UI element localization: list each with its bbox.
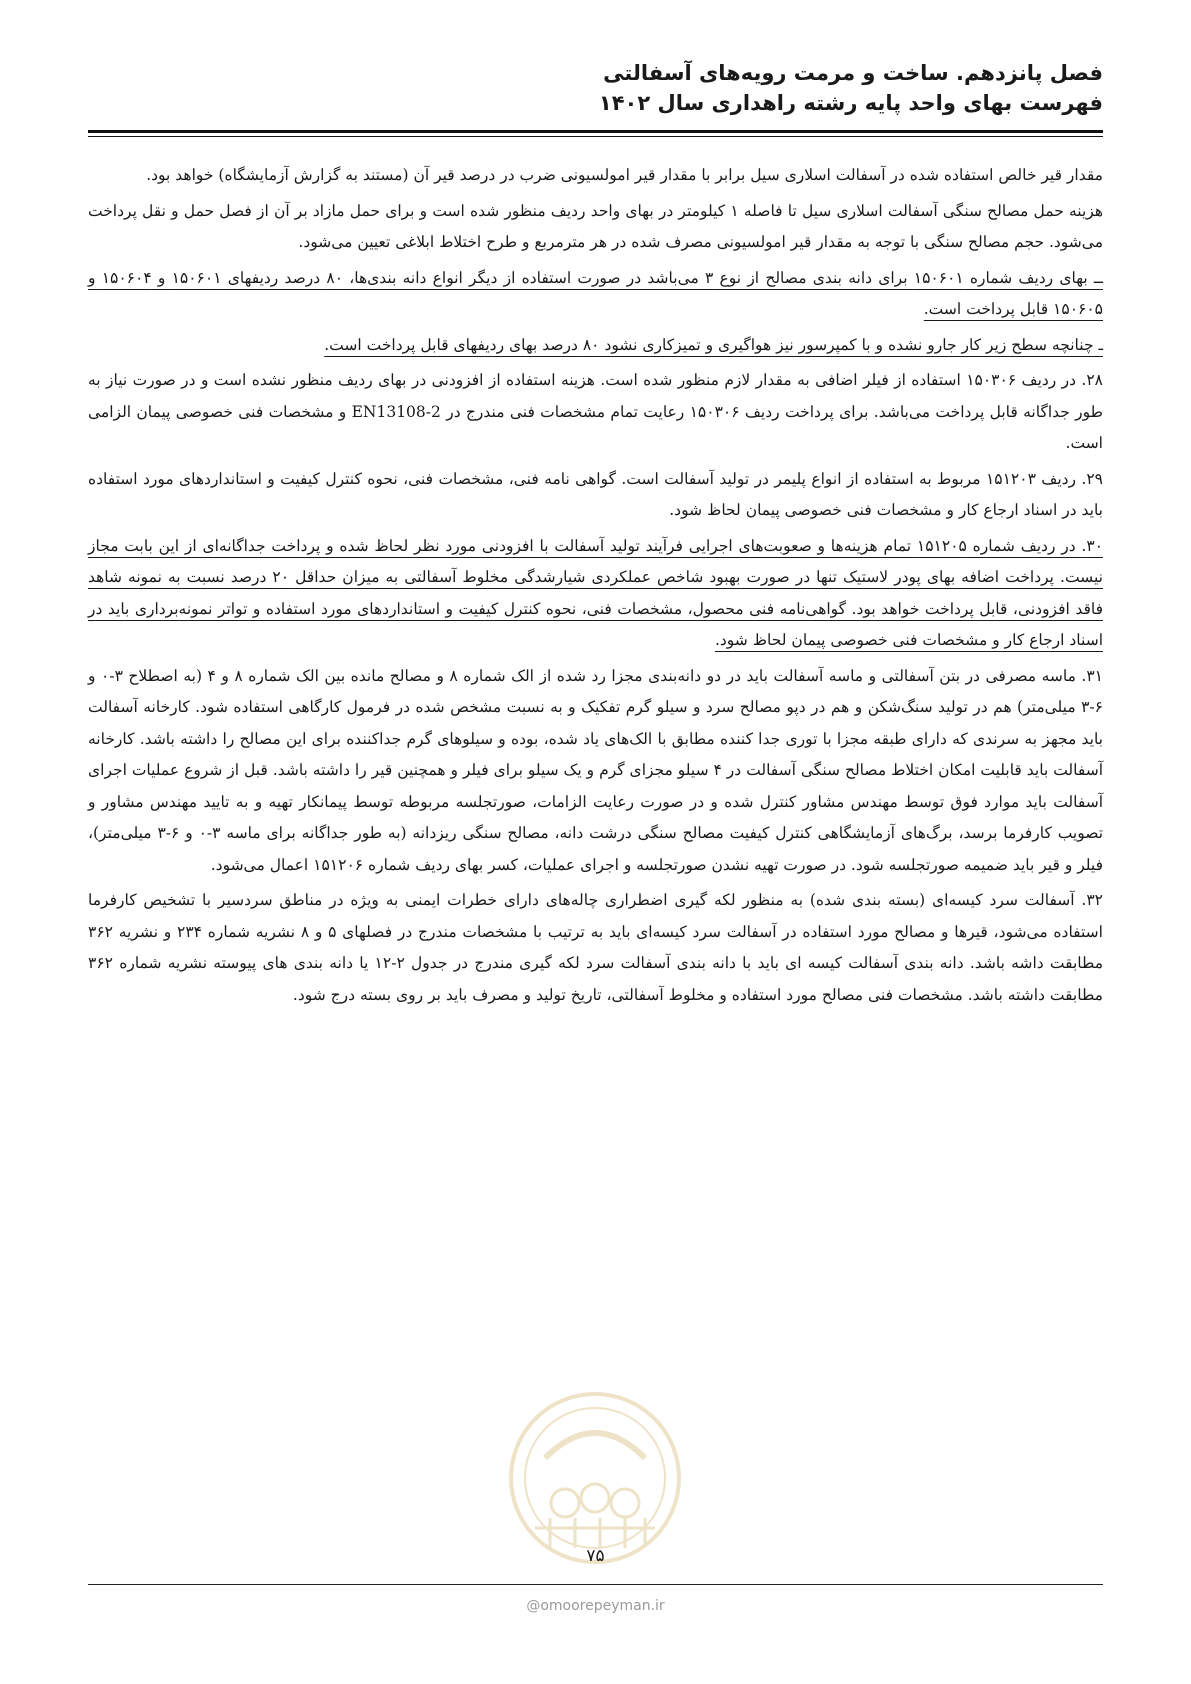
paragraph-gradation-note: ــ بهای ردیف شماره ۱۵۰۶۰۱ برای دانه بندی مصالح از نوع ۳ می‌باشد در صورت استفاده از دیگر انواع دانه بندی‌ها، ۸۰ درصد ردیفهای ۱۵۰۶۰۱ و ۱۵۰۶۰۴ و ۱۵۰۶۰۵ قابل پرداخت است. xyxy=(88,268,1103,318)
paragraph-surface-cleaning-note: ـ چنانچه سطح زیر کار جارو نشده و با کمپرسور نیز هواگیری و تمیزکاری نشود ۸۰ درصد بهای ردیفهای قابل پرداخت است. xyxy=(324,335,1103,354)
footer-rule xyxy=(88,1584,1103,1585)
paragraph-bitumen-quantity: مقدار قیر خالص استفاده شده در آسفالت اسلاری سیل برابر با مقدار قیر امولسیونی ضرب در درصد قیر آن (مستند به گزارش آزمایشگاه) خواهد بود. xyxy=(146,166,1103,184)
paragraph-item-32: ۳۲. آسفالت سرد کیسه‌ای (بسته بندی شده) به منظور لکه گیری اضطراری چاله‌های دارای خطرات ایمنی به ویژه در مناطق سردسیر با تشخیص کارفرما استفاده می‌شود، قیرها و مصالح مورد استفاده در آسفالت سرد کیسه‌ای باید به ترتیب با مشخصات مندرج در فصلهای ۵ و ۸ نشریه شماره ۲۳۴ و نشریه ۳۶۲ مطابقت داشه باشد. دانه بندی آسفالت کیسه ای باید با دانه بندی آسفالت سرد لکه گیری مندرج در جدول ۲-۱۲ یا دانه بندی های پیوسته نشریه شماره ۳۶۲ مطابقت داشته باشد. مشخصات فنی مصالح مورد استفاده و مخلوط آسفالتی، تاریخ تولید و مصرف باید بر روی بسته درج شود. xyxy=(88,891,1103,1004)
paragraph-aggregate-haulage: هزینه حمل مصالح سنگی آسفالت اسلاری سیل تا فاصله ۱ کیلومتر در بهای واحد ردیف منظور شده است و برای حمل مازاد بر آن از فصل حمل و نقل پرداخت می‌شود. حجم مصالح سنگی با توجه به مقدار قیر امولسیونی مصرف شده در هر مترمربع و طرح اختلاط ابلاغی تعیین می‌شود. xyxy=(88,201,1104,251)
page-header xyxy=(88,58,1103,118)
chapter-title: فصل پانزدهم. ساخت و مرمت رویه‌های آسفالتی xyxy=(603,61,1103,85)
watermark-seal-icon xyxy=(505,1388,685,1568)
paragraph-item-31: ۳۱. ماسه مصرفی در بتن آسفالتی و ماسه آسفالت باید در دو دانه‌بندی مجزا رد شده از الک شماره ۸ و مصالح مانده بین الک شماره ۸ و ۴ (به اصطلاح ۳-۰ و ۶-۳ میلی‌متر) هم در تولید سنگ‌شکن و هم در دپو مصالح سرد و سیلو گرم تفکیک و به نسبت مشخص شده در فرمول کارگاهی استفاده شود. کارخانه آسفالت باید مجهز به سرندی که دارای طبقه مجزا با توری جدا کننده مطابق با الک‌های یاد شده، بوده و سیلوهای گرم جداکننده برای این مصالح را داشته باشد. کارخانه آسفالت باید قابلیت امکان اختلاط مصالح سنگی آسفالت در ۴ سیلو مجزای گرم و یک سیلو برای فیلر و همچنین قیر را داشته باشد. قبل از شروع عملیات اجرای آسفالت باید موارد فوق توسط مهندس مشاور کنترل شده و در صورت رعایت الزامات، صورتجلسه مربوطه توسط پیمانکار تهیه و به تایید مهندس مشاور و تصویب کارفرما برسد، برگ‌های آزمایشگاهی کنترل کیفیت مصالح سنگی درشت دانه، مصالح سنگی ریزدانه (به طور جداگانه برای ماسه ۳-۰ و ۶-۳ میلی‌متر)، فیلر و قیر باید ضمیمه صورتجلسه شود. در صورت تهیه نشدن صورتجلسه و اجرای عملیات، کسر بهای ردیف شماره ۱۵۱۲۰۶ اعمال می‌شود. xyxy=(88,666,1104,874)
price-list-subtitle: فهرست بهای واحد پایه رشته راهداری سال ۱۴۰۲ xyxy=(598,91,1103,115)
paragraph-item-28: ۲۸. در ردیف ۱۵۰۳۰۶ استفاده از فیلر اضافی به مقدار لازم منظور شده است. هزینه استفاده از افزودنی در بهای ردیف منظور نشده است و در صورت نیاز به طور جداگانه قابل پرداخت می‌باشد. برای پرداخت ردیف ۱۵۰۳۰۶ رعایت تمام مشخصات فنی مندرج در EN13108-2 و مشخصات فنی خصوصی پیمان الزامی است. xyxy=(88,371,1103,452)
paragraph-item-29: ۲۹. ردیف ۱۵۱۲۰۳ مربوط به استفاده از انواع پلیمر در تولید آسفالت است. گواهی نامه فنی، مشخصات فنی، نحوه کنترل کیفیت و استانداردهای مورد استفاده باید در اسناد ارجاع کار و مشخصات فنی خصوصی پیمان لحاظ شود. xyxy=(88,469,1104,519)
page-number: ۷۵ xyxy=(586,1546,605,1566)
paragraph-item-30: ۳۰. در ردیف شماره ۱۵۱۲۰۵ تمام هزینه‌ها و صعوبت‌های اجرایی فرآیند تولید آسفالت با افزودنی مورد نظر لحاظ شده و پرداخت جداگانه‌ای از این بابت مجاز نیست. پرداخت اضافه بهای پودر لاستیک تنها در صورت بهبود شاخص عملکردی شیارشدگی مخلوط آسفالتی به میزان حداقل ۲۰ درصد نسبت به نمونه شاهد فاقد افزودنی، قابل پرداخت خواهد بود. گواهی‌نامه فنی محصول، مشخصات فنی، نحوه کنترل کیفیت و استانداردهای مورد استفاده و تواتر نمونه‌برداری باید در اسناد ارجاع کار و مشخصات فنی خصوصی پیمان لحاظ شود. xyxy=(88,536,1103,649)
header-rule-thick xyxy=(88,130,1103,133)
document-body xyxy=(88,160,1103,1015)
footer-website: @omoorepeyman.ir xyxy=(526,1598,665,1614)
header-rule-thin xyxy=(88,136,1103,137)
